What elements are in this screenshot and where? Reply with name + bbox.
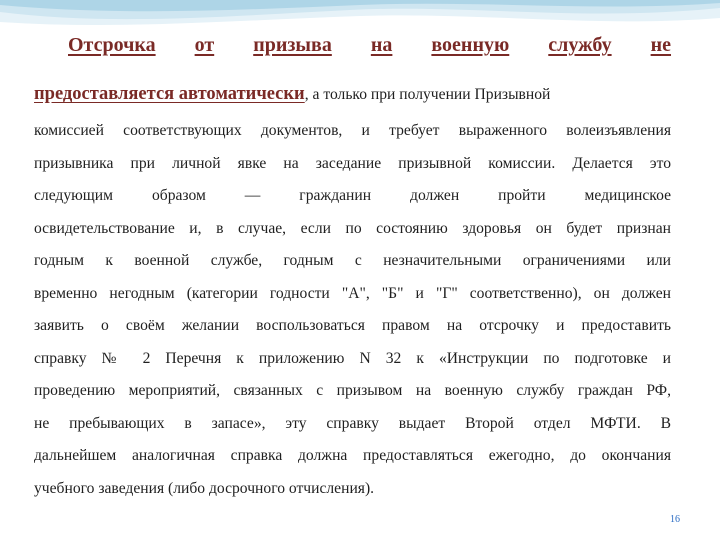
lead-bold-text: предоставляется автоматически (34, 84, 305, 104)
body-line: следующим образом — гражданин должен пройти медицинское (34, 187, 671, 204)
page-number: 16 (670, 514, 680, 525)
title-word: призыва (253, 34, 332, 56)
body-line: справку № 2 Перечня к приложению N 32 к «Инструкции по подготовке и (34, 350, 671, 367)
lead-line (34, 84, 671, 105)
body-line: временно негодным (категории годности "А", "Б" и "Г" соответственно), он должен (34, 285, 671, 302)
body-line: комиссией соответствующих документов, и требует выраженного волеизъявления (34, 122, 671, 139)
slide-title (68, 34, 671, 57)
lead-rest-text: , а только при получении Призывной (304, 86, 551, 103)
body-line: годным к военной службе, годным с незначительными ограничениями или (34, 252, 671, 269)
body-line: призывника при личной явке на заседание призывной комиссии. Делается это (34, 155, 671, 172)
body-line: проведению мероприятий, связанных с призывом на военную службу граждан РФ, (34, 382, 671, 399)
body-line: не пребывающих в запасе», эту справку выдает Второй отдел МФТИ. В (34, 415, 671, 432)
title-word: на (370, 34, 393, 56)
body-last-line: учебного заведения (либо досрочного отчисления). (34, 480, 375, 497)
body-line: заявить о своём желании воспользоваться правом на отсрочку и предоставить (34, 317, 671, 334)
title-word: Отсрочка (68, 34, 156, 56)
title-word: службу (548, 34, 612, 56)
body-line: дальнейшем аналогичная справка должна предоставляться ежегодно, до окончания (34, 447, 671, 464)
title-word: не (650, 34, 672, 56)
body-line: освидетельствование и, в случае, если по состоянию здоровья он будет признан (34, 220, 671, 237)
title-word: от (194, 34, 215, 56)
title-word: военную (431, 34, 510, 56)
